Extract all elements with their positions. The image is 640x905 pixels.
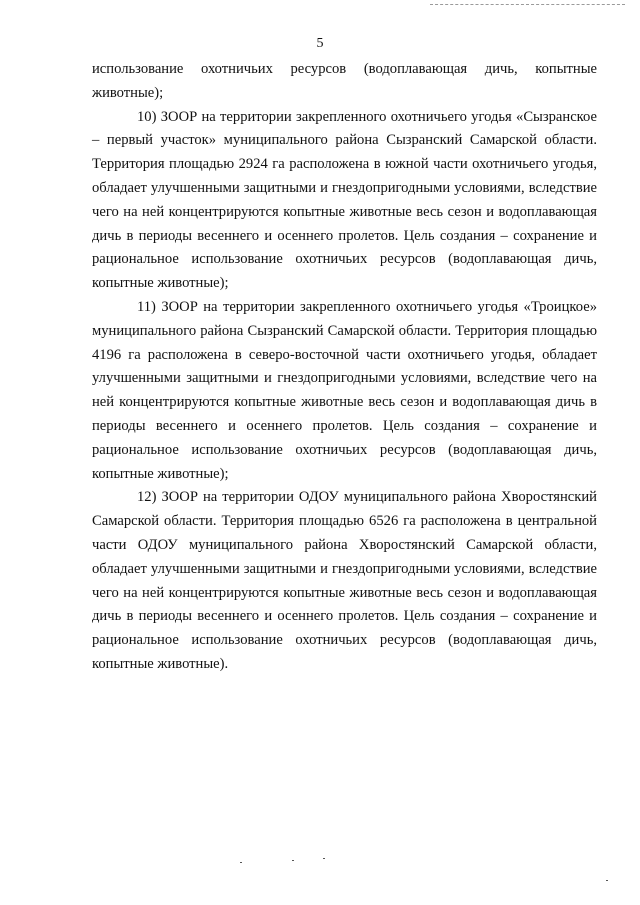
scan-speck	[292, 860, 294, 861]
scan-speck	[240, 862, 242, 863]
scan-speck	[323, 858, 325, 859]
document-body	[92, 58, 597, 677]
paragraph-item-10: 10) ЗООР на территории закрепленного охотничьего угодья «Сызранское – первый участок» муниципального района Сызранский Самарской области. Территория площадью 2924 га расположена в южной части охотничьего угодья, обладает улучшенными защитными и гнездопригодными условиями, вследствие чего на ней концентрируются копытные животные весь сезон и водоплавающая дичь в периоды весеннего и осеннего пролетов. Цель создания – сохранение и рациональное использование охотничьих ресурсов (водоплавающая дичь, копытные животные);	[92, 108, 597, 292]
scan-speck	[606, 880, 608, 881]
top-edge-rule	[430, 4, 625, 5]
paragraph-item-11: 11) ЗООР на территории закрепленного охотничьего угодья «Троицкое» муниципального района Сызранский Самарской области. Территория площадью 4196 га расположена в северо-восточной части охотничьего угодья, обладает улучшенными защитными и гнездопригодными условиями, вследствие чего на ней концентрируются копытные животные весь сезон и водоплавающая дичь в периоды весеннего и осеннего пролетов. Цель создания – сохранение и рациональное использование охотничьих ресурсов (водоплавающая дичь, копытные животные);	[92, 298, 597, 482]
paragraph-item-12: 12) ЗООР на территории ОДОУ муниципального района Хворостянский Самарской области. Территория площадью 6526 га расположена в центральной части ОДОУ муниципального района Хворостянский Самарской области, обладает улучшенными защитными и гнездопригодными условиями, вследствие чего на ней концентрируются копытные животные весь сезон и водоплавающая дичь в периоды весеннего и осеннего пролетов. Цель создания – сохранение и рациональное использование охотничьих ресурсов (водоплавающая дичь, копытные животные).	[92, 489, 597, 672]
page-number: 5	[316, 36, 324, 51]
paragraph-continuation: использование охотничьих ресурсов (водоплавающая дичь, копытные животные);	[92, 61, 597, 101]
